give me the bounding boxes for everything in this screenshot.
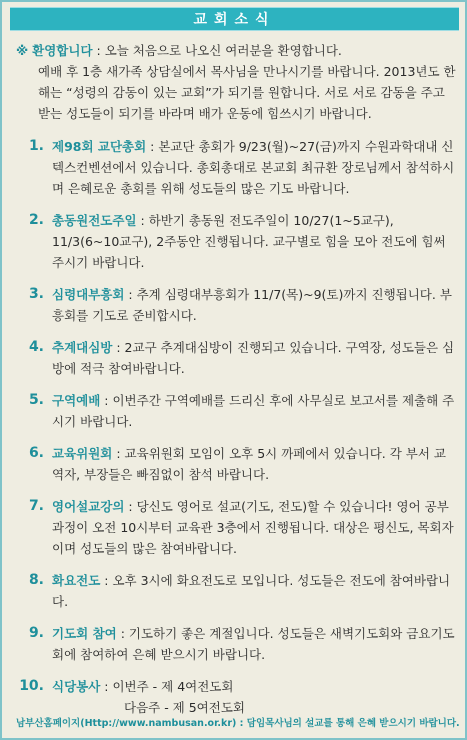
item-label: 화요전도 bbox=[52, 573, 101, 588]
item-label: 제98회 교단총회 bbox=[52, 139, 147, 154]
item-number: 5. bbox=[28, 392, 44, 408]
list-item bbox=[16, 623, 456, 665]
item-label: 교육위원회 bbox=[52, 446, 113, 461]
item-number: 3. bbox=[28, 286, 44, 302]
list-item bbox=[16, 136, 456, 199]
item-number: 7. bbox=[28, 498, 44, 514]
item-number: 4. bbox=[28, 339, 44, 355]
welcome-text: : 오늘 처음으로 나오신 여러분을 환영합니다. bbox=[92, 43, 342, 58]
item-text: : 오후 3시에 화요전도로 모입니다. 성도들은 전도에 참여바랍니다. bbox=[52, 573, 451, 609]
announcements bbox=[16, 40, 460, 729]
item-label: 총동원전도주일 bbox=[52, 213, 137, 228]
item-text: : 기도하기 좋은 계절입니다. 성도들은 새벽기도회와 금요기도회에 참여하여 은혜 받으시기 바랍니다. bbox=[52, 626, 455, 662]
dinner-this-week: : 이번주 - 제 4여전도회 bbox=[100, 679, 234, 694]
list-item bbox=[16, 337, 456, 379]
page-title: 교회소식 bbox=[193, 12, 276, 28]
item-label: 영어설교강의 bbox=[52, 499, 125, 514]
item-number: 8. bbox=[28, 572, 44, 588]
footer-note: 남부산홈페이지(Http://www.nambusan.or.kr) : 담임목사님의 설교를 통해 은혜 받으시기 바랍니다. bbox=[16, 718, 460, 729]
list-item bbox=[16, 210, 456, 273]
item-text: : 본교단 총회가 9/23(월)~27(금)까지 수원과학대내 신텍스컨벤션에서 있습니다. 총회총대로 본교회 최규환 장로님께서 참석하시며 은혜로운 총회를 위해 성도들의 많은 기도 바랍니다. bbox=[52, 139, 455, 196]
item-text: : 교육위원회 모임이 오후 5시 까페에서 있습니다. 각 부서 교역자, 부장들은 빠짐없이 참석 바랍니다. bbox=[52, 446, 446, 482]
list-item bbox=[16, 570, 456, 612]
item-text: : 당신도 영어로 설교(기도, 전도)할 수 있습니다! 영어 공부과정이 오전 10시부터 교육관 3층에서 진행됩니다. 대상은 평신도, 목회자이며 성도들의 많은 참여바랍니다. bbox=[52, 499, 454, 556]
item-number: 10. bbox=[19, 678, 44, 694]
item-text: : 추계 심령대부흥회가 11/7(목)~9(토)까지 진행됩니다. 부흥회를 기도로 준비합시다. bbox=[52, 287, 452, 323]
item-number: 6. bbox=[28, 445, 44, 461]
item-number: 2. bbox=[28, 212, 44, 228]
item-number: 9. bbox=[28, 625, 44, 641]
welcome-label: 환영합니다 bbox=[32, 43, 93, 58]
list-item bbox=[16, 496, 456, 559]
dinner-next-week: 다음주 - 제 5여전도회 bbox=[124, 700, 245, 715]
list-item bbox=[16, 390, 456, 432]
item-label: 기도회 참여 bbox=[52, 626, 117, 641]
item-text: : 이번주간 구역예배를 드리신 후에 사무실로 보고서를 제출해 주시기 바랍니다. bbox=[52, 393, 455, 429]
reference-mark-icon: ※ bbox=[16, 43, 29, 58]
item-label: 추계대심방 bbox=[52, 340, 113, 355]
list-item bbox=[16, 284, 456, 326]
item-label: 구역예배 bbox=[52, 393, 101, 408]
item-text: : 2교구 추계대심방이 진행되고 있습니다. 구역장, 성도들은 심방에 적극 참여바랍니다. bbox=[52, 340, 455, 376]
welcome-section bbox=[16, 40, 456, 124]
list-item bbox=[16, 443, 456, 485]
header-bar bbox=[10, 7, 459, 31]
list-item-dinner bbox=[16, 676, 456, 718]
item-label: 식당봉사 bbox=[52, 679, 101, 694]
item-label: 심령대부흥회 bbox=[52, 287, 125, 302]
item-number: 1. bbox=[28, 138, 44, 154]
item-text: : 하반기 총동원 전도주일이 10/27(1~5교구), 11/3(6~10교구), 2주동안 진행됩니다. 교구별로 힘을 모아 전도에 힘써 주시기 바랍니다. bbox=[52, 213, 446, 270]
welcome-continued: 예배 후 1층 새가족 상담실에서 목사님을 만나시기를 바랍니다. 2013년도 한 해는 “성령의 감동이 있는 교회”가 되기를 원합니다. 서로 서로 감동을 주고 받는 성도들이 되기를 바라며 배가 운동에 힘쓰시기 바랍니다. bbox=[38, 64, 456, 121]
